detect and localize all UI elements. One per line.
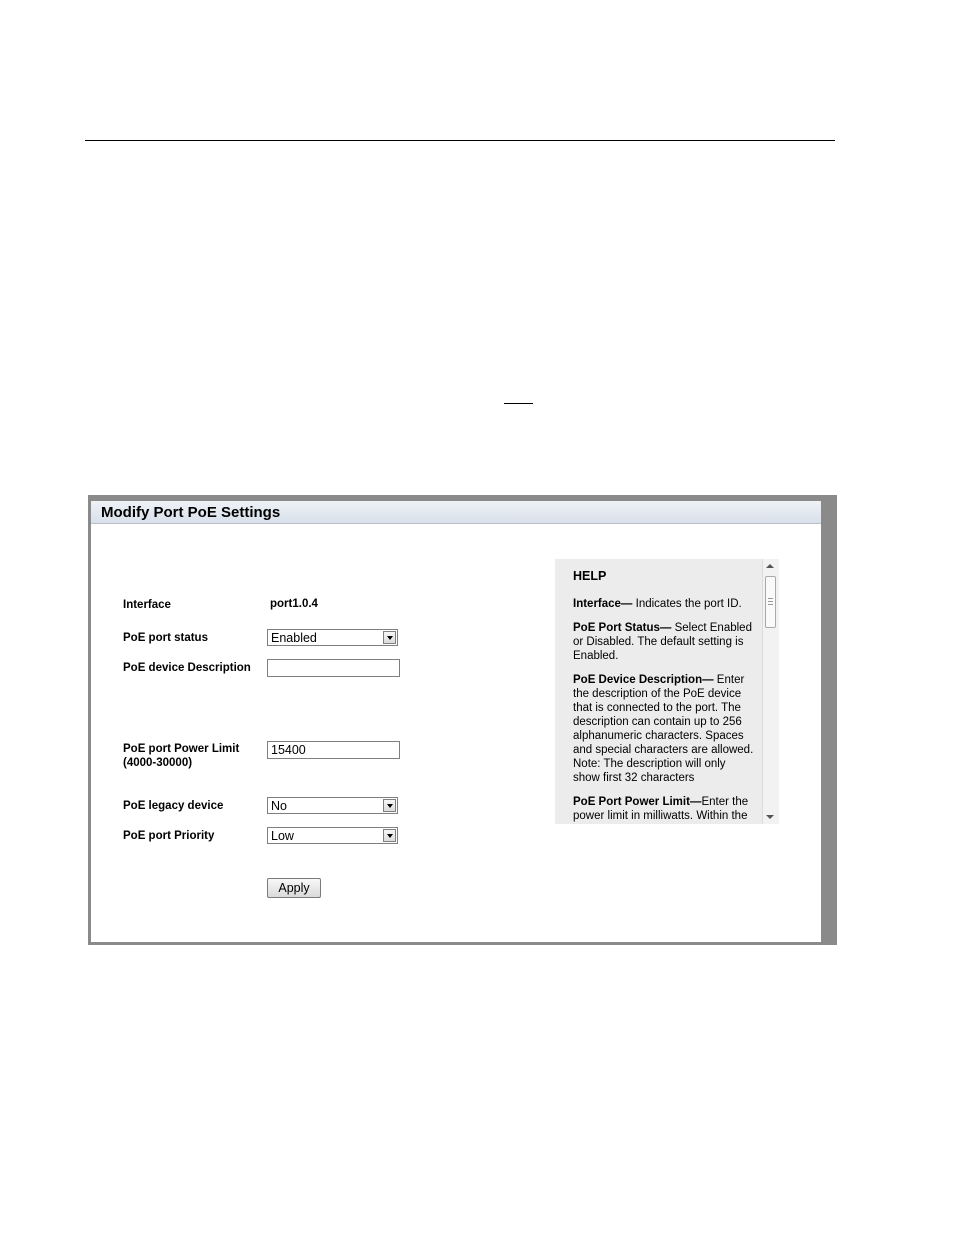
help-text: Enter the description of the PoE device that is connected to the port. The description can contain up to 256 alphanumeric characters. Spaces and special characters are allowed. Note: The description will only show first 32 characters — [573, 674, 754, 784]
scroll-thumb[interactable] — [765, 576, 776, 628]
scroll-up-arrow-icon[interactable] — [766, 564, 774, 568]
grip-line — [768, 598, 773, 599]
help-item-interface — [573, 597, 755, 611]
grip-line — [768, 601, 773, 602]
help-item-device-description — [573, 673, 755, 785]
page-small-rule — [504, 403, 533, 404]
interface-value: port1.0.4 — [270, 598, 318, 610]
power-limit-input[interactable] — [267, 741, 400, 759]
help-item-power-limit — [573, 795, 755, 823]
chevron-down-icon[interactable] — [383, 631, 396, 644]
grip-line — [768, 604, 773, 605]
port-status-label: PoE port status — [123, 632, 208, 644]
port-status-select[interactable] — [267, 629, 398, 646]
chevron-down-icon[interactable] — [383, 829, 396, 842]
priority-select[interactable] — [267, 827, 398, 844]
device-description-label: PoE device Description — [123, 662, 251, 674]
help-item-port-status — [573, 621, 755, 663]
device-description-input[interactable] — [267, 659, 400, 677]
interface-label: Interface — [123, 599, 171, 611]
help-text: Select Enabled or Disabled. The default setting is Enabled. — [573, 622, 752, 662]
chevron-down-icon[interactable] — [383, 799, 396, 812]
port-status-selected: Enabled — [271, 631, 317, 645]
help-title: HELP — [573, 569, 607, 583]
page-top-rule — [85, 140, 835, 141]
help-pane — [555, 559, 779, 824]
help-scrollbar[interactable] — [762, 559, 779, 824]
help-term: PoE Port Power Limit— — [573, 796, 702, 808]
help-content — [573, 569, 755, 824]
panel-header — [91, 501, 821, 524]
help-term: PoE Port Status— — [573, 622, 672, 634]
help-text: Enter the power limit in milliwatts. Within the — [573, 796, 749, 822]
legacy-device-label: PoE legacy device — [123, 800, 224, 812]
power-limit-label-line1: PoE port Power Limit — [123, 743, 240, 755]
help-text: Indicates the port ID. — [632, 598, 742, 610]
help-term: Interface— — [573, 598, 633, 610]
scroll-down-arrow-icon[interactable] — [766, 815, 774, 819]
power-limit-label-line2: (4000-30000) — [123, 757, 193, 769]
modify-port-poe-panel — [91, 501, 821, 942]
legacy-device-selected: No — [271, 799, 287, 813]
panel-title: Modify Port PoE Settings — [101, 504, 281, 521]
settings-frame — [88, 495, 837, 945]
apply-button[interactable]: Apply — [267, 878, 321, 898]
legacy-device-select[interactable] — [267, 797, 398, 814]
priority-selected: Low — [271, 829, 294, 843]
help-term: PoE Device Description— — [573, 674, 714, 686]
power-limit-label — [123, 742, 239, 770]
priority-label: PoE port Priority — [123, 830, 215, 842]
